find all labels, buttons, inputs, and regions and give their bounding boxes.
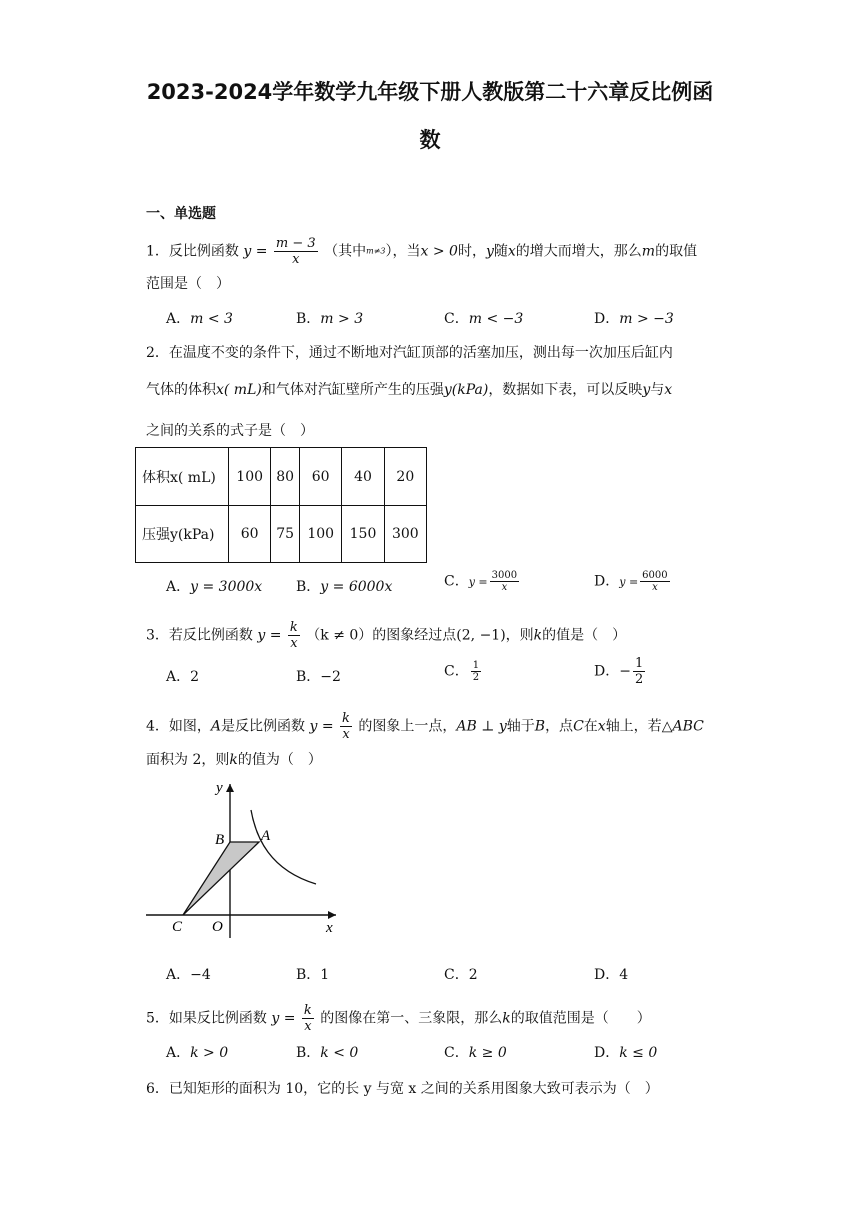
label-x: x bbox=[326, 920, 333, 936]
fraction: $\frac{m - 3}{x}$ bbox=[275, 236, 316, 267]
q3-option-b[interactable]: B．−2 bbox=[296, 669, 341, 685]
question-2-line3: 之间的关系的式子是（ ） bbox=[146, 423, 314, 439]
x-axis-arrow-icon bbox=[328, 911, 336, 919]
q5-option-c[interactable]: C．k ≥ 0 bbox=[444, 1045, 507, 1061]
q4-option-d[interactable]: D．4 bbox=[594, 967, 629, 983]
question-5: 5．如果反比例函数 y = $\frac{k}{x}$ 的图像在第一、三象限，那么k的取值范围是（ ） bbox=[146, 1003, 651, 1034]
table-cell: 100 bbox=[300, 506, 342, 563]
question-4: 4．如图，A是反比例函数 y = $\frac{k}{x}$ 的图象上一点，AB ⊥ y轴于B，点C在x轴上，若△ABC bbox=[146, 711, 704, 742]
label-b: B bbox=[215, 832, 225, 848]
table-cell: 75 bbox=[271, 506, 300, 563]
table-row bbox=[136, 506, 427, 563]
table-cell: 40 bbox=[342, 448, 384, 506]
page-title-line2: 数 bbox=[419, 128, 441, 152]
q5-option-d[interactable]: D．k ≤ 0 bbox=[594, 1045, 658, 1061]
table-cell: 100 bbox=[229, 448, 271, 506]
data-table bbox=[135, 447, 427, 563]
q4-option-b[interactable]: B．1 bbox=[296, 967, 330, 983]
page-title-line1: 2023-2024学年数学九年级下册人教版第二十六章反比例函 bbox=[146, 80, 714, 104]
section-heading: 一、单选题 bbox=[146, 206, 216, 222]
q2-option-c[interactable]: C．y = $\frac{3000}{x}$ bbox=[444, 570, 518, 593]
q1-option-c[interactable]: C．m < −3 bbox=[444, 311, 524, 327]
question-6: 6．已知矩形的面积为 10，它的长 y 与宽 x 之间的关系用图象大致可表示为（ ） bbox=[146, 1081, 659, 1097]
y-axis-arrow-icon bbox=[226, 784, 234, 792]
label-o: O bbox=[212, 919, 223, 935]
q2-option-a[interactable]: A．y = 3000x bbox=[166, 579, 263, 595]
equation-lhs: y = bbox=[243, 243, 268, 260]
table-cell: 20 bbox=[384, 448, 426, 506]
q3-option-d[interactable]: D．− $\frac{1}{2}$ bbox=[594, 656, 644, 687]
label-y: y bbox=[216, 780, 223, 796]
question-2-line2: 气体的体积x( mL)和气体对汽缸壁所产生的压强y(kPa)，数据如下表，可以反映y与x bbox=[146, 382, 673, 398]
table-cell: 80 bbox=[271, 448, 300, 506]
question-number: 1． bbox=[146, 243, 169, 260]
q3-option-a[interactable]: A．2 bbox=[166, 669, 200, 685]
label-a: A bbox=[261, 828, 271, 844]
table-cell: 150 bbox=[342, 506, 384, 563]
q1-option-d[interactable]: D．m > −3 bbox=[594, 311, 674, 327]
question-1-line2: 范围是（ ） bbox=[146, 276, 230, 292]
hyperbola-curve bbox=[251, 810, 316, 884]
question-1: 1．反比例函数 y = $\frac{m - 3}{x}$ （其中m≠3），当x > 0时，y随x的增大而增大，那么m的取值 bbox=[146, 236, 698, 267]
label-c: C bbox=[172, 919, 183, 935]
question-text: 反比例函数 bbox=[168, 243, 239, 260]
q2-option-b[interactable]: B．y = 6000x bbox=[296, 579, 393, 595]
table-cell-head: 压强y(kPa) bbox=[136, 506, 229, 563]
q4-figure bbox=[140, 776, 350, 938]
q5-option-b[interactable]: B．k < 0 bbox=[296, 1045, 359, 1061]
q2-option-d[interactable]: D．y = $\frac{6000}{x}$ bbox=[594, 570, 668, 593]
table-cell: 60 bbox=[229, 506, 271, 563]
q3-option-c[interactable]: C． $\frac{1}{2}$ bbox=[444, 660, 480, 683]
q4-option-c[interactable]: C．2 bbox=[444, 967, 478, 983]
table-cell: 60 bbox=[300, 448, 342, 506]
table-cell-head: 体积x( mL) bbox=[136, 448, 229, 506]
question-3: 3．若反比例函数 y = $\frac{k}{x}$ （k ≠ 0）的图象经过点(2, −1)，则k的值是（ ） bbox=[146, 620, 627, 651]
q1-option-a[interactable]: A．m < 3 bbox=[166, 311, 233, 327]
triangle-abc bbox=[183, 842, 259, 915]
q5-option-a[interactable]: A．k > 0 bbox=[166, 1045, 229, 1061]
question-2-line1: 2．在温度不变的条件下，通过不断地对汽缸顶部的活塞加压，测出每一次加压后缸内 bbox=[146, 345, 673, 361]
table-cell: 300 bbox=[384, 506, 426, 563]
question-4-line2: 面积为 2，则k的值为（ ） bbox=[146, 752, 322, 768]
q1-option-b[interactable]: B．m > 3 bbox=[296, 311, 364, 327]
q4-option-a[interactable]: A．−4 bbox=[166, 967, 211, 983]
table-row bbox=[136, 448, 427, 506]
